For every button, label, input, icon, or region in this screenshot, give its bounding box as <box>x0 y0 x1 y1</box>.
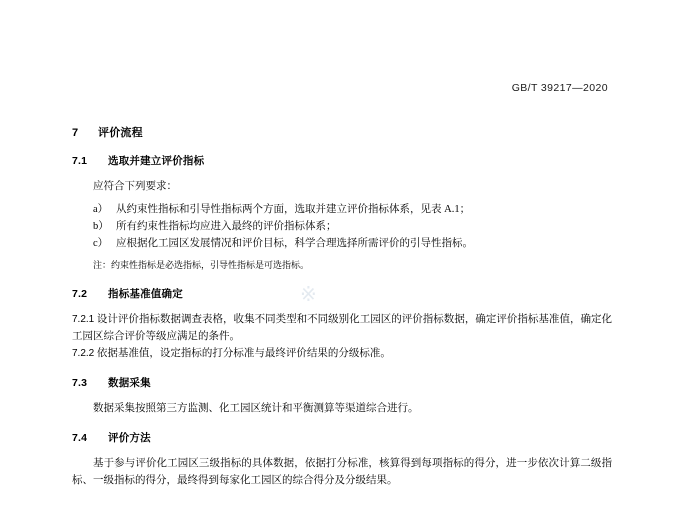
clause-7-1-number: 7.1 <box>72 155 88 167</box>
clause-7-1-lead-text: 应符合下列要求： <box>93 181 177 192</box>
clause-7-1-title: 选取并建立评价指标 <box>108 155 205 167</box>
heading-clause-7-2 <box>72 286 612 301</box>
list-item-marker: b） <box>93 221 109 232</box>
clause-7-title: 评价流程 <box>98 127 143 139</box>
clause-7-2-number: 7.2 <box>72 288 88 300</box>
clause-7-2-2-label: 7.2.2 <box>72 348 95 359</box>
list-item-marker: c） <box>93 238 109 249</box>
clause-7-2-1-text: 设计评价指标数据调查表格，收集不同类型和不同级别化工园区的评价指标数据，确定评价指标基准值，确定化工园区综合评价等级应满足的条件。 <box>72 314 613 342</box>
clause-7-3-number: 7.3 <box>72 377 88 389</box>
clause-7-4-number: 7.4 <box>72 432 88 444</box>
list-item <box>72 201 612 218</box>
heading-clause-7-4 <box>72 430 612 445</box>
clause-7-4-text: 基于参与评价化工园区三级指标的具体数据，依据打分标准，核算得到每项指标的得分，进一步依次计算二级指标、一级指标的得分，最终得到每家化工园区的综合得分及分级结果。 <box>72 458 612 486</box>
clause-7-2-title: 指标基准值确定 <box>108 288 183 300</box>
clause-7-1-note: 注：约束性指标是必选指标，引导性指标是可选指标。 <box>93 260 310 270</box>
list-item-text: 所有约束性指标均应进入最终的评价指标体系； <box>116 221 337 232</box>
heading-clause-7 <box>72 124 612 140</box>
document-body <box>72 124 612 489</box>
list-item-text: 应根据化工园区发展情况和评价目标，科学合理选择所需评价的引导性指标。 <box>116 238 473 249</box>
heading-clause-7-1 <box>72 153 612 168</box>
page-header-standard-id: GB/T 39217—2020 <box>511 82 608 94</box>
clause-7-2-1-paragraph <box>72 311 612 345</box>
clause-7-number: 7 <box>72 127 79 139</box>
list-item-text: 从约束性指标和引导性指标两个方面，选取并建立评价指标体系，见表 A.1； <box>116 204 471 215</box>
list-item <box>72 235 612 252</box>
clause-7-2-1-label: 7.2.1 <box>72 314 95 325</box>
clause-7-2-2-text: 依据基准值，设定指标的打分标准与最终评价结果的分级标准。 <box>96 348 391 359</box>
watermark-mark: ※ <box>300 282 317 306</box>
list-item <box>72 218 612 235</box>
clause-7-4-title: 评价方法 <box>108 432 151 444</box>
clause-7-3-title: 数据采集 <box>108 377 151 389</box>
clause-7-3-text: 数据采集按照第三方监测、化工园区统计和平衡测算等渠道综合进行。 <box>93 403 419 414</box>
heading-clause-7-3 <box>72 375 612 390</box>
list-item-marker: a） <box>93 204 109 215</box>
clause-7-2-2-paragraph <box>72 345 612 362</box>
